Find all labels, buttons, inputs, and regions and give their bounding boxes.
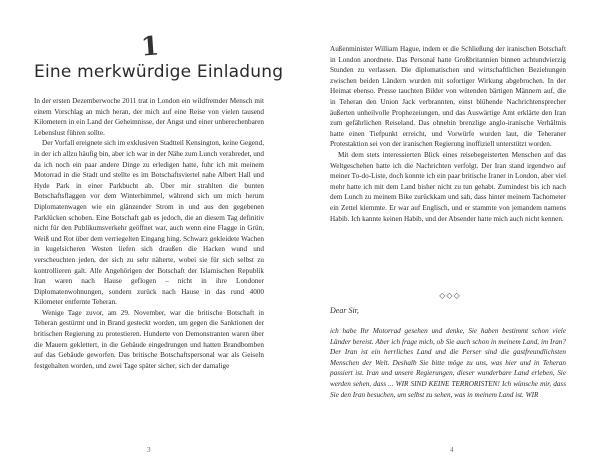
- section-ornament: ◇◇◇: [439, 291, 461, 300]
- right-body-text: [330, 44, 566, 224]
- page-number-left: 3: [147, 446, 151, 454]
- left-paragraph: Der Vorfall ereignete sich im exklusiven Stadtteil Kensington, keine Gegend, in der ich allzu häufig bin, aber ich war in der Nähe zum Lunch verabredet, und da ich noch ein paar andere Dinge zu erledigen hatte, fuhr ich mit meinem Motorrad in die Stadt und stellte es im Botschaftsviertel nahe Albert Hall und Hyde Park in einer Parkbucht ab. Über mir strahlten die bunten Botschaftsflaggen vor dem Winterhimmel, während sich um mich herum Diplomatenwagen wie ein glänzender Strom in und aus den gegebenen Parklücken schoben. Eine Botschaft gab es jedoch, die an diesem Tag definitiv nicht für den Publikumsverkehr geöffnet war, auch wenn eine Flagge in Grün, Weiß und Rot über dem verriegelten Eingang hing. Schwarz gekleidete Wachen in kugelsicheren Westen liefen sich draußen die Hacken wund und verscheuchten jeden, der sich zu sehr näherte, wobei sie für sich selbst zu kontrollieren galt. Alle Angehörigen der Botschaft der Islamischen Republik Iran waren nach Hause geflogen – nicht in ihre Londoner Diplomatenwohnungen, sondern zurück nach Hause in das rund 4000 Kilometer entfernte Teheran.: [34, 139, 264, 307]
- chapter-number: 1: [139, 31, 161, 63]
- left-body-text: [34, 96, 264, 371]
- letter-salutation: Dear Sir,: [330, 306, 359, 315]
- letter-text: ich habe Ihr Motorrad gesehen und denke, Sie haben bestimmt schon viele Länder bereist. Aber ich frage mich, ob Sie auch schon in meinem Land, im Iran? Der Iran ist ein herrliches Land und die Perser sind die gastfreundlichsten Menschen der Welt. Deshalb Sie bitte möge zu uns, was hier und in Teheran passiert ist. Iran und unsere Regierungen, dieser wunderbare Land erleben, Sie werden sehen, dass ... WIR SIND KEINE TERRORISTEN! Ich wünsche mir, dass Sie den Iran besuchen, um selbst zu sehen, was in meinem Land ist. WIR: [330, 327, 566, 399]
- left-paragraph: In der ersten Dezemberwoche 2011 trat in London ein wildfremder Mensch mit einem Vorschlag an mich heran, der mich auf eine Reise von vielen tausend Kilometern in ein Land der Geheimnisse, der Angst und einer unberechenbaren Lebenslust führen sollte.: [34, 97, 264, 137]
- right-paragraph: Mit dem stets interessierten Blick eines reisebegeisterten Menschen auf das Weltgeschehen hatte ich die Nachrichten verfolgt. Der Iran stand irgendwo auf meiner To-do-Liste, doch konnte ich ein paar britische Iraner in London, aber viel mehr hatte ich mit dem Land bisher nicht zu tun gehabt. Zumindest bis ich nach dem Lunch zu meinem Bike zurückkam und sah, dass hinter meinem Tachometer ein Zettel klemmte. Er war auf Englisch, und er stammte von jemandem namens Habib. Ich kannte keinen Habib, und der Absender hatte mich auch nicht kennen.: [330, 150, 566, 223]
- left-paragraph: Wenige Tage zuvor, am 29. November, war die britische Botschaft in Teheran gestürmt und in Brand gesteckt worden, um gegen die Sanktionen der britischen Regierung zu protestieren. Hunderte von Demonstranten waren über die Mauern geklettert, in die Gebäude eingedrungen und hatten Brandbomben auf das Gebäude geworfen. Das britische Botschaftspersonal war als Geiseln festgehalten worden, und zwei Tage später sicher, sich der damalige: [34, 308, 264, 370]
- page-number-right: 4: [450, 446, 454, 454]
- right-paragraph: Außenminister William Hague, indem er die Schließung der iranischen Botschaft in London anordnete. Das Personal hatte Großbritannien binnen achtundvierzig Stunden zu verlassen. Die diplomatischen und wirtschaftlichen Beziehungen zwischen beiden Ländern wurden mit sofortiger Wirkung abgebrochen. In der Heimat ebenso. Presse tauchten Bilder von wütenden bärtigen Männern auf, die in Teheran den Union Jack verbrannten, einst blühende Nachrichtensprecher äußerten unheilvolle Prophezeiungen, und das Auswärtige Amt erklärte den Iran zum gefährlichen Reiseland. Das ohnehin brenzlige anglo-iranische Verhältnis hatte einen Tiefpunkt erreicht, und Vorwürfe wurden laut, die Teheraner Protestaktion sei von der iranischen Regierung inoffiziell unterstützt worden.: [330, 45, 566, 149]
- chapter-title: Eine merkwürdige Einladung: [34, 62, 284, 82]
